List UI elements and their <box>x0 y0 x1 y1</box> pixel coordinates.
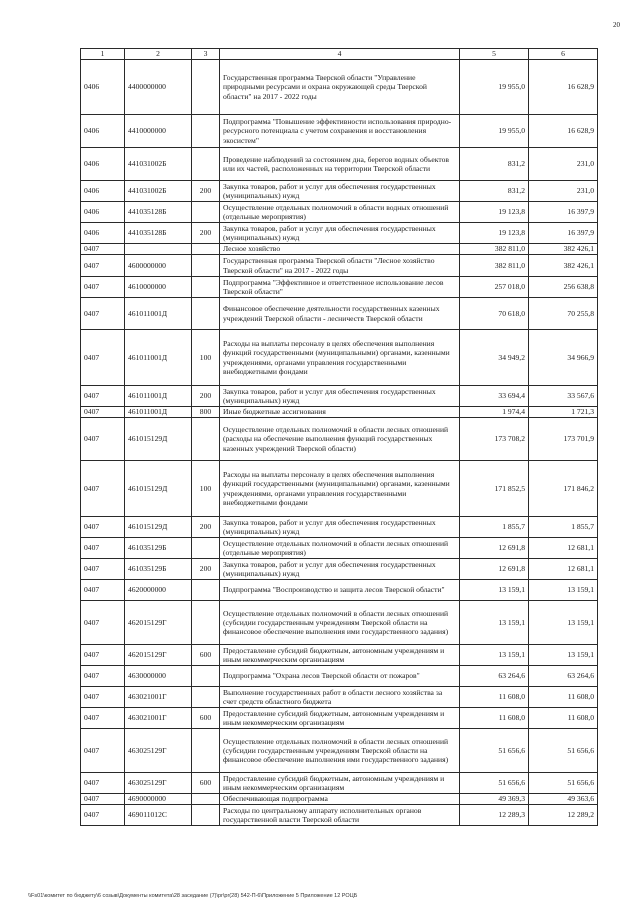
cell-name: Закупка товаров, работ и услуг для обеспечения государственных (муниципальных) нужд <box>220 223 460 244</box>
table-row <box>81 255 598 277</box>
cell-name: Закупка товаров, работ и услуг для обеспечения государственных (муниципальных) нужд <box>220 386 460 407</box>
cell-expense-type <box>192 580 220 601</box>
cell-name: Иные бюджетные ассигнования <box>220 407 460 418</box>
cell-actual-value: 12 681,1 <box>529 538 598 559</box>
cell-section: 0407 <box>81 277 125 298</box>
cell-name: Расходы на выплаты персоналу в целях обеспечения выполнения функций государственными (муниципальными) органами, казенными учреждениями, органами управления государственными внебюджетными фондами <box>220 461 460 517</box>
cell-plan-value: 12 691,8 <box>460 538 529 559</box>
cell-actual-value: 33 567,6 <box>529 386 598 407</box>
cell-expense-type <box>192 687 220 708</box>
cell-plan-value: 13 159,1 <box>460 601 529 645</box>
table-row <box>81 202 598 223</box>
cell-article: 461011001Д <box>125 386 192 407</box>
cell-expense-type <box>192 244 220 255</box>
cell-name: Лесное хозяйство <box>220 244 460 255</box>
cell-plan-value: 13 159,1 <box>460 645 529 666</box>
cell-actual-value: 49 363,6 <box>529 794 598 805</box>
cell-section: 0407 <box>81 580 125 601</box>
cell-article: 461015129Д <box>125 517 192 538</box>
cell-plan-value: 382 811,0 <box>460 255 529 277</box>
cell-section: 0407 <box>81 517 125 538</box>
cell-section: 0407 <box>81 386 125 407</box>
cell-plan-value: 12 289,3 <box>460 805 529 826</box>
cell-expense-type <box>192 601 220 645</box>
cell-actual-value: 13 159,1 <box>529 645 598 666</box>
cell-plan-value: 382 811,0 <box>460 244 529 255</box>
cell-section: 0406 <box>81 148 125 181</box>
cell-section: 0407 <box>81 773 125 794</box>
cell-article: 462015129Г <box>125 601 192 645</box>
cell-section: 0407 <box>81 729 125 773</box>
table-row <box>81 223 598 244</box>
cell-actual-value: 16 628,9 <box>529 60 598 115</box>
cell-plan-value: 63 264,6 <box>460 666 529 687</box>
cell-name: Осуществление отдельных полномочий в области лесных отношений (субсидии государственным учреждениям Тверской области на финансовое обеспечение выполнения ими государственного задания) <box>220 601 460 645</box>
cell-expense-type <box>192 255 220 277</box>
cell-actual-value: 1 721,3 <box>529 407 598 418</box>
cell-actual-value: 13 159,1 <box>529 601 598 645</box>
table-header-row <box>81 49 598 60</box>
cell-section: 0406 <box>81 202 125 223</box>
cell-article: 461011001Д <box>125 407 192 418</box>
cell-actual-value: 16 397,9 <box>529 202 598 223</box>
cell-actual-value: 16 628,9 <box>529 115 598 148</box>
table-row <box>81 298 598 330</box>
cell-article: 4610000000 <box>125 277 192 298</box>
cell-actual-value: 51 656,6 <box>529 729 598 773</box>
cell-article: 463025129Г <box>125 773 192 794</box>
cell-actual-value: 382 426,1 <box>529 255 598 277</box>
cell-actual-value: 12 289,2 <box>529 805 598 826</box>
cell-section: 0407 <box>81 298 125 330</box>
cell-name: Расходы на выплаты персоналу в целях обеспечения выполнения функций государственными (муниципальными) органами, казенными учреждениями, органами управления государственными внебюджетными фондами <box>220 330 460 386</box>
cell-name: Предоставление субсидий бюджетным, автономным учреждениям и иным некоммерческим организациям <box>220 773 460 794</box>
table-row <box>81 60 598 115</box>
cell-actual-value: 11 608,0 <box>529 687 598 708</box>
cell-name: Осуществление отдельных полномочий в области лесных отношений (субсидии государственным учреждениям Тверской области на финансовое обеспечение выполнения ими государственного задания) <box>220 729 460 773</box>
cell-plan-value: 34 949,2 <box>460 330 529 386</box>
cell-article: 4620000000 <box>125 580 192 601</box>
cell-plan-value: 1 855,7 <box>460 517 529 538</box>
cell-expense-type: 800 <box>192 407 220 418</box>
cell-section: 0407 <box>81 708 125 729</box>
cell-plan-value: 13 159,1 <box>460 580 529 601</box>
table-row <box>81 773 598 794</box>
cell-name: Предоставление субсидий бюджетным, автономным учреждениям и иным некоммерческим организациям <box>220 708 460 729</box>
cell-article: 4630000000 <box>125 666 192 687</box>
cell-expense-type <box>192 794 220 805</box>
cell-plan-value: 831,2 <box>460 148 529 181</box>
header-expense-type: 3 <box>192 49 220 60</box>
cell-section: 0407 <box>81 407 125 418</box>
cell-expense-type: 200 <box>192 517 220 538</box>
cell-name: Проведение наблюдений за состоянием дна, берегов водных объектов или их частей, расположенных на территории Тверской области <box>220 148 460 181</box>
cell-section: 0406 <box>81 223 125 244</box>
cell-section: 0407 <box>81 538 125 559</box>
cell-name: Осуществление отдельных полномочий в области лесных отношений (расходы на обеспечение выполнения функций государственных казенных учреждений Тверской области) <box>220 418 460 461</box>
cell-plan-value: 171 852,5 <box>460 461 529 517</box>
cell-actual-value: 256 638,8 <box>529 277 598 298</box>
cell-article: 463021001Г <box>125 687 192 708</box>
cell-actual-value: 171 846,2 <box>529 461 598 517</box>
cell-article: 4690000000 <box>125 794 192 805</box>
header-article: 2 <box>125 49 192 60</box>
cell-article: 441031002Б <box>125 148 192 181</box>
cell-section: 0407 <box>81 645 125 666</box>
cell-section: 0407 <box>81 687 125 708</box>
cell-actual-value: 12 681,1 <box>529 559 598 580</box>
cell-article <box>125 244 192 255</box>
cell-expense-type <box>192 418 220 461</box>
cell-name: Обеспечивающая подпрограмма <box>220 794 460 805</box>
cell-article: 461015129Д <box>125 418 192 461</box>
cell-expense-type: 200 <box>192 559 220 580</box>
cell-article: 441031002Б <box>125 181 192 202</box>
table-row <box>81 244 598 255</box>
cell-plan-value: 19 955,0 <box>460 115 529 148</box>
cell-plan-value: 257 018,0 <box>460 277 529 298</box>
cell-section: 0407 <box>81 330 125 386</box>
cell-name: Выполнение государственных работ в области лесного хозяйства за счет средств областного бюджета <box>220 687 460 708</box>
cell-section: 0406 <box>81 115 125 148</box>
cell-actual-value: 34 966,9 <box>529 330 598 386</box>
cell-section: 0407 <box>81 418 125 461</box>
cell-expense-type: 100 <box>192 461 220 517</box>
cell-expense-type <box>192 202 220 223</box>
cell-plan-value: 51 656,6 <box>460 729 529 773</box>
cell-actual-value: 51 656,6 <box>529 773 598 794</box>
cell-actual-value: 70 255,8 <box>529 298 598 330</box>
cell-plan-value: 19 955,0 <box>460 60 529 115</box>
table-row <box>81 148 598 181</box>
cell-article: 461035129Б <box>125 559 192 580</box>
table-row <box>81 330 598 386</box>
cell-plan-value: 49 369,3 <box>460 794 529 805</box>
cell-expense-type: 200 <box>192 386 220 407</box>
cell-name: Государственная программа Тверской области "Управление природными ресурсами и охрана окружающей среды Тверской области" на 2017 - 2022 годы <box>220 60 460 115</box>
cell-expense-type <box>192 60 220 115</box>
cell-section: 0407 <box>81 601 125 645</box>
cell-expense-type: 200 <box>192 181 220 202</box>
table-row <box>81 601 598 645</box>
table-row <box>81 418 598 461</box>
header-section: 1 <box>81 49 125 60</box>
cell-section: 0407 <box>81 805 125 826</box>
cell-expense-type <box>192 148 220 181</box>
header-name: 4 <box>220 49 460 60</box>
cell-article: 461035129Б <box>125 538 192 559</box>
table-row <box>81 805 598 826</box>
cell-article: 441035128Б <box>125 202 192 223</box>
cell-section: 0407 <box>81 255 125 277</box>
table-row <box>81 794 598 805</box>
table-row <box>81 115 598 148</box>
page-number: 20 <box>613 21 620 29</box>
table-row <box>81 538 598 559</box>
cell-expense-type <box>192 298 220 330</box>
cell-article: 4410000000 <box>125 115 192 148</box>
cell-plan-value: 19 123,8 <box>460 202 529 223</box>
header-plan: 5 <box>460 49 529 60</box>
cell-section: 0407 <box>81 559 125 580</box>
cell-article: 461011001Д <box>125 330 192 386</box>
cell-name: Государственная программа Тверской области "Лесное хозяйство Тверской области" на 2017 - 2022 годы <box>220 255 460 277</box>
cell-name: Закупка товаров, работ и услуг для обеспечения государственных (муниципальных) нужд <box>220 517 460 538</box>
budget-table <box>80 48 598 826</box>
cell-name: Закупка товаров, работ и услуг для обеспечения государственных (муниципальных) нужд <box>220 559 460 580</box>
cell-article: 4400000000 <box>125 60 192 115</box>
cell-expense-type: 600 <box>192 773 220 794</box>
cell-actual-value: 11 608,0 <box>529 708 598 729</box>
table-row <box>81 407 598 418</box>
cell-actual-value: 16 397,9 <box>529 223 598 244</box>
cell-name: Закупка товаров, работ и услуг для обеспечения государственных (муниципальных) нужд <box>220 181 460 202</box>
cell-section: 0406 <box>81 60 125 115</box>
table-row <box>81 666 598 687</box>
cell-name: Подпрограмма "Охрана лесов Тверской области от пожаров" <box>220 666 460 687</box>
footer-file-path: \\Fs01\комитет по бюджету\6 созыв\Документы комитета\28 заседание (7)\pr\pr(28) 542-П-6\Приложение 5 Приложение 12 РОЦБ <box>28 893 358 899</box>
cell-plan-value: 51 656,6 <box>460 773 529 794</box>
cell-plan-value: 12 691,8 <box>460 559 529 580</box>
cell-name: Осуществление отдельных полномочий в области лесных отношений (отдельные мероприятия) <box>220 538 460 559</box>
cell-expense-type: 200 <box>192 223 220 244</box>
cell-article: 469011012С <box>125 805 192 826</box>
table-row <box>81 645 598 666</box>
table-row <box>81 461 598 517</box>
cell-actual-value: 382 426,1 <box>529 244 598 255</box>
cell-actual-value: 63 264,6 <box>529 666 598 687</box>
cell-plan-value: 19 123,8 <box>460 223 529 244</box>
cell-article: 461011001Д <box>125 298 192 330</box>
cell-plan-value: 70 618,0 <box>460 298 529 330</box>
cell-plan-value: 831,2 <box>460 181 529 202</box>
cell-plan-value: 11 608,0 <box>460 687 529 708</box>
cell-plan-value: 11 608,0 <box>460 708 529 729</box>
cell-plan-value: 1 974,4 <box>460 407 529 418</box>
cell-expense-type: 600 <box>192 708 220 729</box>
cell-actual-value: 231,0 <box>529 148 598 181</box>
table-row <box>81 559 598 580</box>
table-row <box>81 580 598 601</box>
cell-section: 0407 <box>81 794 125 805</box>
cell-expense-type <box>192 729 220 773</box>
cell-expense-type <box>192 805 220 826</box>
cell-actual-value: 231,0 <box>529 181 598 202</box>
table-row <box>81 517 598 538</box>
cell-actual-value: 1 855,7 <box>529 517 598 538</box>
cell-article: 463021001Г <box>125 708 192 729</box>
cell-name: Подпрограмма "Эффективное и ответственное использование лесов Тверской области" <box>220 277 460 298</box>
header-actual: 6 <box>529 49 598 60</box>
cell-article: 461015129Д <box>125 461 192 517</box>
cell-expense-type <box>192 538 220 559</box>
cell-name: Подпрограмма "Повышение эффективности использования природно-ресурсного потенциала с учетом сохранения и восстановления экосистем" <box>220 115 460 148</box>
cell-section: 0407 <box>81 461 125 517</box>
cell-actual-value: 173 701,9 <box>529 418 598 461</box>
cell-article: 4600000000 <box>125 255 192 277</box>
table-row <box>81 277 598 298</box>
cell-expense-type <box>192 277 220 298</box>
table-row <box>81 181 598 202</box>
cell-plan-value: 173 708,2 <box>460 418 529 461</box>
cell-expense-type <box>192 115 220 148</box>
cell-name: Предоставление субсидий бюджетным, автономным учреждениям и иным некоммерческим организациям <box>220 645 460 666</box>
cell-expense-type <box>192 666 220 687</box>
cell-article: 463025129Г <box>125 729 192 773</box>
cell-plan-value: 33 694,4 <box>460 386 529 407</box>
cell-expense-type: 100 <box>192 330 220 386</box>
cell-name: Финансовое обеспечение деятельности государственных казенных учреждений Тверской области - лесничеств Тверской области <box>220 298 460 330</box>
cell-expense-type: 600 <box>192 645 220 666</box>
table-row <box>81 386 598 407</box>
table-row <box>81 687 598 708</box>
cell-name: Осуществление отдельных полномочий в области водных отношений (отдельные мероприятия) <box>220 202 460 223</box>
cell-section: 0406 <box>81 181 125 202</box>
cell-name: Подпрограмма "Воспроизводство и защита лесов Тверской области" <box>220 580 460 601</box>
cell-article: 441035128Б <box>125 223 192 244</box>
cell-section: 0407 <box>81 244 125 255</box>
table-row <box>81 708 598 729</box>
cell-article: 462015129Г <box>125 645 192 666</box>
cell-name: Расходы по центральному аппарату исполнительных органов государственной власти Тверской области <box>220 805 460 826</box>
cell-section: 0407 <box>81 666 125 687</box>
cell-actual-value: 13 159,1 <box>529 580 598 601</box>
table-row <box>81 729 598 773</box>
